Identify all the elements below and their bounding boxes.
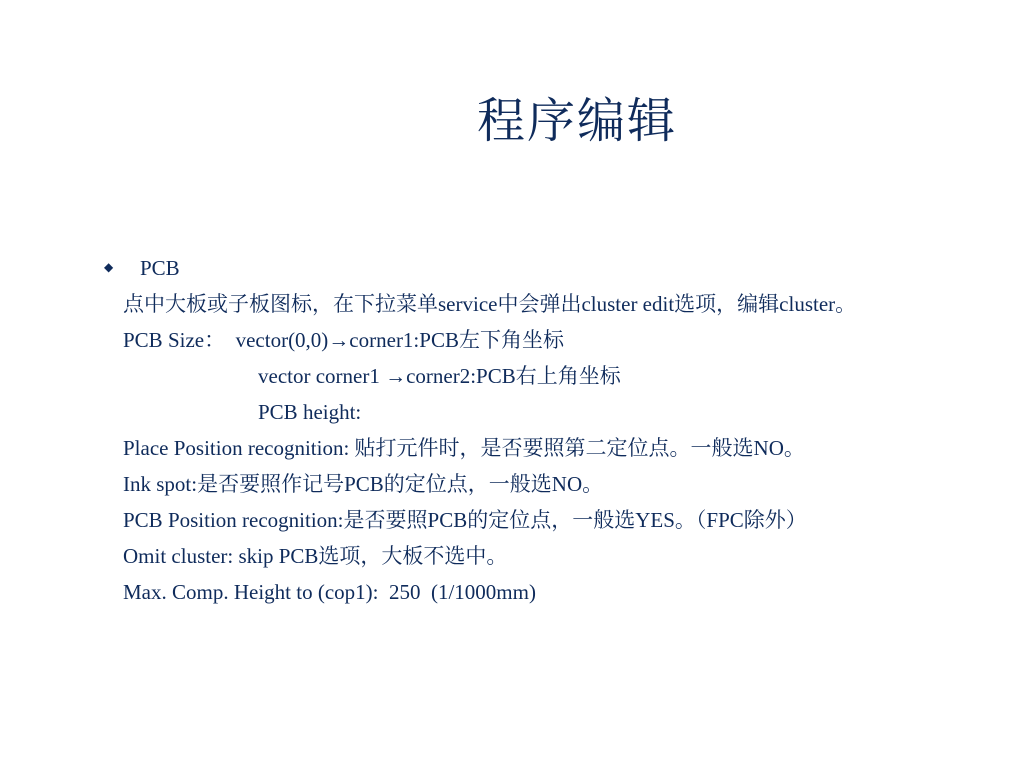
- vector-corner-line: vector corner1 →corner2:PCB右上角坐标: [258, 364, 621, 388]
- cluster-edit-description: 点中大板或子板图标，在下拉菜单service中会弹出cluster edit选项，编辑cluster。: [123, 292, 857, 316]
- place-position-recognition-line: Place Position recognition: 贴打元件时，是否要照第二定位点。一般选NO。: [123, 436, 805, 460]
- slide-title: 程序编辑: [476, 95, 677, 148]
- pcb-position-recognition-line: PCB Position recognition:是否要照PCB的定位点，一般选YES。（FPC除外）: [123, 508, 807, 532]
- ink-spot-line: Ink spot:是否要照作记号PCB的定位点，一般选NO。: [123, 472, 604, 496]
- bullet-item-pcb: [0, 252, 1024, 284]
- pcb-height-line: PCB height:: [258, 400, 362, 424]
- bullet-label: PCB: [140, 256, 180, 280]
- slide-content: [0, 252, 1024, 608]
- max-comp-height-line: Max. Comp. Height to (cop1): 250 (1/1000mm): [123, 580, 536, 604]
- diamond-bullet-icon: ◆: [104, 260, 114, 274]
- omit-cluster-line: Omit cluster: skip PCB选项，大板不选中。: [123, 544, 508, 568]
- pcb-size-line: PCB Size： vector(0,0)→corner1:PCB左下角坐标: [123, 328, 564, 352]
